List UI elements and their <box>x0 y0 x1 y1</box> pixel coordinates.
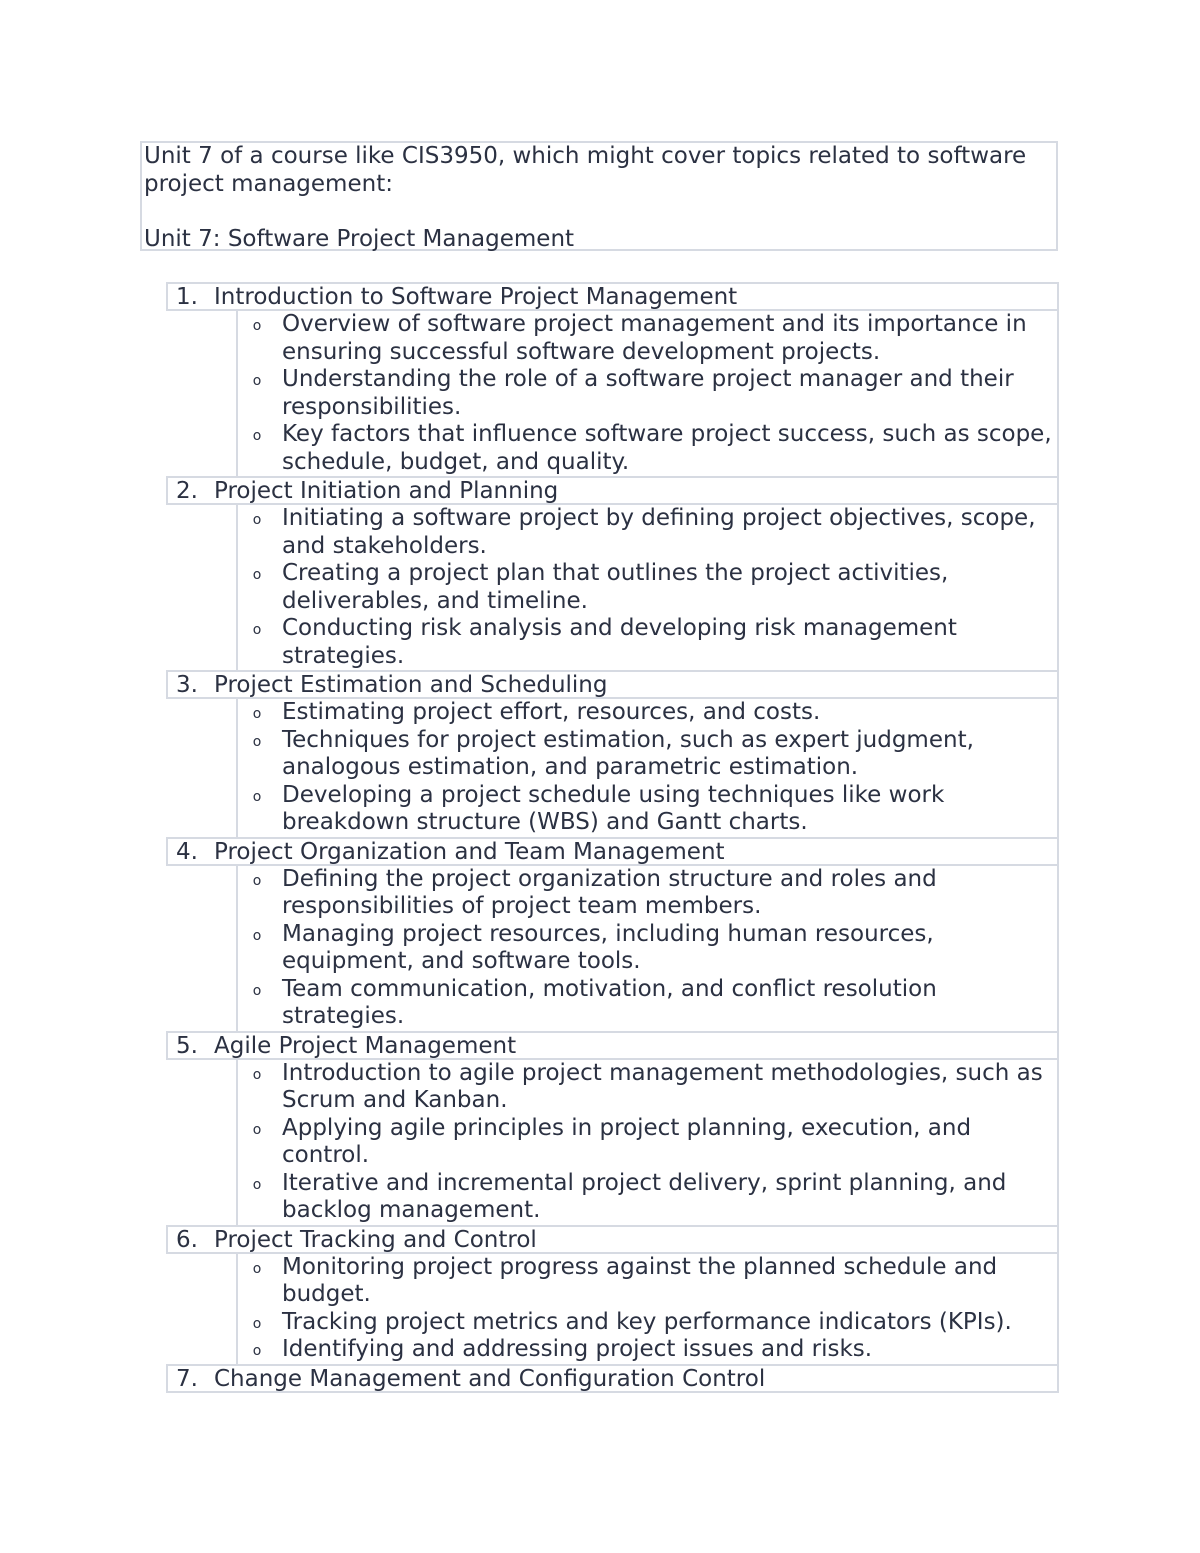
list-item <box>238 1115 1053 1170</box>
circle-bullet-icon: o <box>252 1176 262 1193</box>
list-item <box>238 1170 1053 1225</box>
unit-outline <box>166 282 1059 1393</box>
list-item-text: Defining the project organization structure and roles and responsibilities of project team members. <box>282 865 937 919</box>
section-number: 7. <box>176 1365 198 1392</box>
section-topics <box>236 1254 1059 1366</box>
section-topics <box>236 866 1059 1033</box>
circle-bullet-icon: o <box>252 1315 262 1332</box>
list-item-text: Monitoring project progress against the planned schedule and budget. <box>282 1253 998 1307</box>
section-topics <box>236 311 1059 478</box>
circle-bullet-icon: o <box>252 622 262 638</box>
list-item <box>238 921 1053 976</box>
list-item-text: Managing project resources, including human resources, equipment, and software tools. <box>282 920 934 974</box>
section-number: 2. <box>176 478 198 504</box>
circle-bullet-icon: o <box>252 567 262 583</box>
section-title: Project Organization and Team Management <box>214 838 725 865</box>
list-item-text: Introduction to agile project management methodologies, such as Scrum and Kanban. <box>282 1059 1043 1113</box>
list-item-text: Techniques for project estimation, such as expert judgment, analogous estimation, and parametric estimation. <box>282 726 974 780</box>
list-item-text: Iterative and incremental project delivery, sprint planning, and backlog management. <box>282 1169 1007 1223</box>
list-item <box>238 421 1053 476</box>
circle-bullet-icon: o <box>252 706 262 722</box>
list-item <box>238 1336 1053 1364</box>
circle-bullet-icon: o <box>252 318 262 334</box>
section-heading <box>166 837 1059 866</box>
section-number: 5. <box>176 1032 198 1059</box>
list-item-text: Applying agile principles in project planning, execution, and control. <box>282 1114 972 1168</box>
list-item <box>238 615 1053 670</box>
list-item <box>238 505 1053 560</box>
list-item-text: Key factors that influence software project success, such as scope, schedule, budget, and quality. <box>282 421 1052 475</box>
intro-box <box>140 141 1058 251</box>
section-topics <box>236 699 1059 839</box>
list-item <box>238 366 1053 421</box>
list-item <box>238 866 1053 921</box>
circle-bullet-icon: o <box>252 428 262 444</box>
list-item <box>238 311 1053 366</box>
section-title: Introduction to Software Project Management <box>214 284 738 310</box>
section-title: Project Estimation and Scheduling <box>214 672 608 698</box>
list-item <box>238 699 1053 727</box>
circle-bullet-icon: o <box>252 788 262 805</box>
list-item <box>238 1254 1053 1309</box>
circle-bullet-icon: o <box>252 1121 262 1138</box>
circle-bullet-icon: o <box>252 1343 262 1359</box>
section-number: 4. <box>176 838 198 865</box>
circle-bullet-icon: o <box>252 373 262 389</box>
section-topics <box>236 1060 1059 1227</box>
section-number: 3. <box>176 672 198 698</box>
section-title: Project Tracking and Control <box>214 1226 537 1253</box>
section-title: Project Initiation and Planning <box>214 478 559 504</box>
list-item-text: Overview of software project management and its importance in ensuring successful software development projects. <box>282 311 1027 365</box>
intro-spacer <box>144 198 1056 226</box>
section-heading <box>166 476 1059 505</box>
section-title: Agile Project Management <box>214 1032 517 1059</box>
list-item-text: Team communication, motivation, and conflict resolution strategies. <box>282 975 937 1029</box>
section-topics <box>236 505 1059 672</box>
circle-bullet-icon: o <box>252 982 262 999</box>
circle-bullet-icon: o <box>252 1066 262 1083</box>
section-title: Change Management and Configuration Control <box>214 1365 766 1392</box>
unit-title: Unit 7: Software Project Management <box>144 225 575 252</box>
list-item-text: Estimating project effort, resources, and costs. <box>282 699 821 725</box>
section-heading <box>166 1364 1059 1393</box>
list-item-text: Conducting risk analysis and developing risk management strategies. <box>282 615 957 669</box>
circle-bullet-icon: o <box>252 872 262 889</box>
circle-bullet-icon: o <box>252 1260 262 1277</box>
list-item <box>238 782 1053 837</box>
list-item-text: Initiating a software project by defining project objectives, scope, and stakeholders. <box>282 505 1036 559</box>
list-item-text: Developing a project schedule using techniques like work breakdown structure (WBS) and Gantt charts. <box>282 781 945 835</box>
intro-text: Unit 7 of a course like CIS3950, which might cover topics related to software project management: <box>144 143 1027 197</box>
list-item-text: Identifying and addressing project issues and risks. <box>282 1336 873 1362</box>
section-heading <box>166 1225 1059 1254</box>
list-item <box>238 560 1053 615</box>
section-heading <box>166 670 1059 699</box>
list-item-text: Understanding the role of a software project manager and their responsibilities. <box>282 366 1014 420</box>
list-item <box>238 1060 1053 1115</box>
section-heading <box>166 1031 1059 1060</box>
list-item <box>238 976 1053 1031</box>
list-item-text: Creating a project plan that outlines the project activities, deliverables, and timeline. <box>282 560 949 614</box>
section-number: 1. <box>176 284 198 310</box>
circle-bullet-icon: o <box>252 733 262 750</box>
list-item <box>238 1309 1053 1337</box>
section-number: 6. <box>176 1226 198 1253</box>
circle-bullet-icon: o <box>252 927 262 944</box>
list-item <box>238 727 1053 782</box>
circle-bullet-icon: o <box>252 512 262 528</box>
section-heading <box>166 282 1059 311</box>
list-item-text: Tracking project metrics and key performance indicators (KPIs). <box>282 1308 1012 1335</box>
